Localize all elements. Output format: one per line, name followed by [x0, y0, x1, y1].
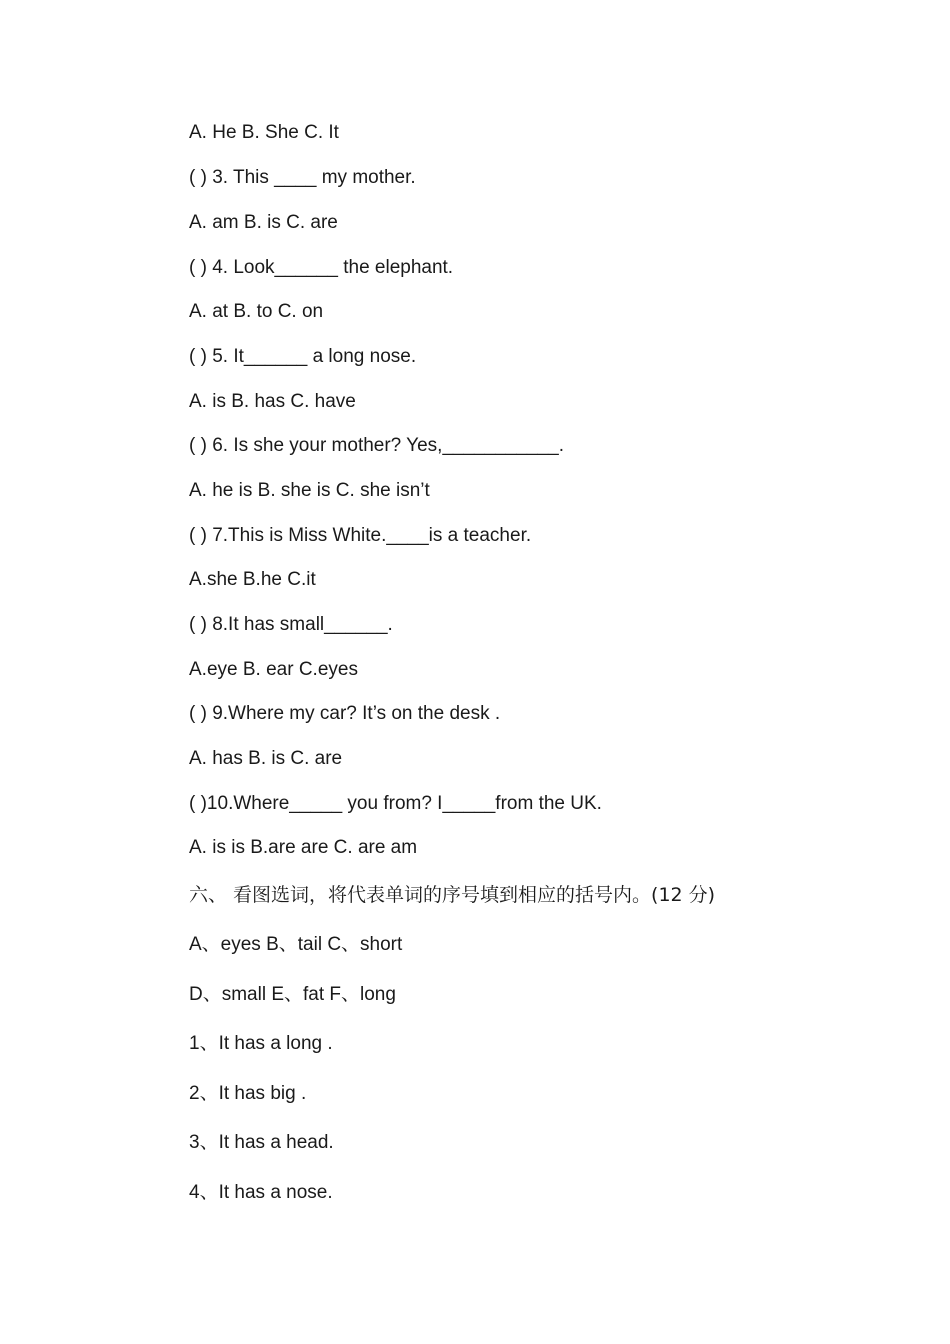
picture-question-1: 1、It has a long . — [189, 1033, 333, 1054]
picture-question-2: 2、It has big . — [189, 1083, 307, 1104]
answer-options-q7: A.she B.he C.it — [189, 569, 316, 590]
answer-options-q2: A. He B. She C. It — [189, 122, 339, 143]
question-6: ( ) 6. Is she your mother? Yes,___________. — [189, 435, 564, 456]
answer-options-q8: A.eye B. ear C.eyes — [189, 659, 358, 680]
picture-question-4: 4、It has a nose. — [189, 1182, 333, 1203]
question-8: ( ) 8.It has small______. — [189, 614, 393, 635]
picture-question-3: 3、It has a head. — [189, 1132, 334, 1153]
question-3: ( ) 3. This ____ my mother. — [189, 167, 416, 188]
answer-options-q4: A. at B. to C. on — [189, 301, 324, 322]
word-options-row-2: D、small E、fat F、long — [189, 984, 396, 1005]
answer-options-q10: A. is is B.are are C. are am — [189, 837, 418, 858]
word-options-row-1: A、eyes B、tail C、short — [189, 934, 403, 955]
section-six-heading: 六、 看图选词，将代表单词的序号填到相应的括号内。(12 分) — [189, 884, 716, 906]
question-5: ( ) 5. It______ a long nose. — [189, 346, 417, 367]
answer-options-q9: A. has B. is C. are — [189, 748, 343, 769]
answer-options-q5: A. is B. has C. have — [189, 391, 356, 412]
answer-options-q3: A. am B. is C. are — [189, 212, 338, 233]
question-9: ( ) 9.Where my car? It’s on the desk . — [189, 703, 501, 724]
answer-options-q6: A. he is B. she is C. she isn’t — [189, 480, 430, 501]
question-7: ( ) 7.This is Miss White.____is a teacher. — [189, 525, 532, 546]
question-10: ( )10.Where_____ you from? I_____from the UK. — [189, 793, 602, 814]
question-4: ( ) 4. Look______ the elephant. — [189, 257, 454, 278]
